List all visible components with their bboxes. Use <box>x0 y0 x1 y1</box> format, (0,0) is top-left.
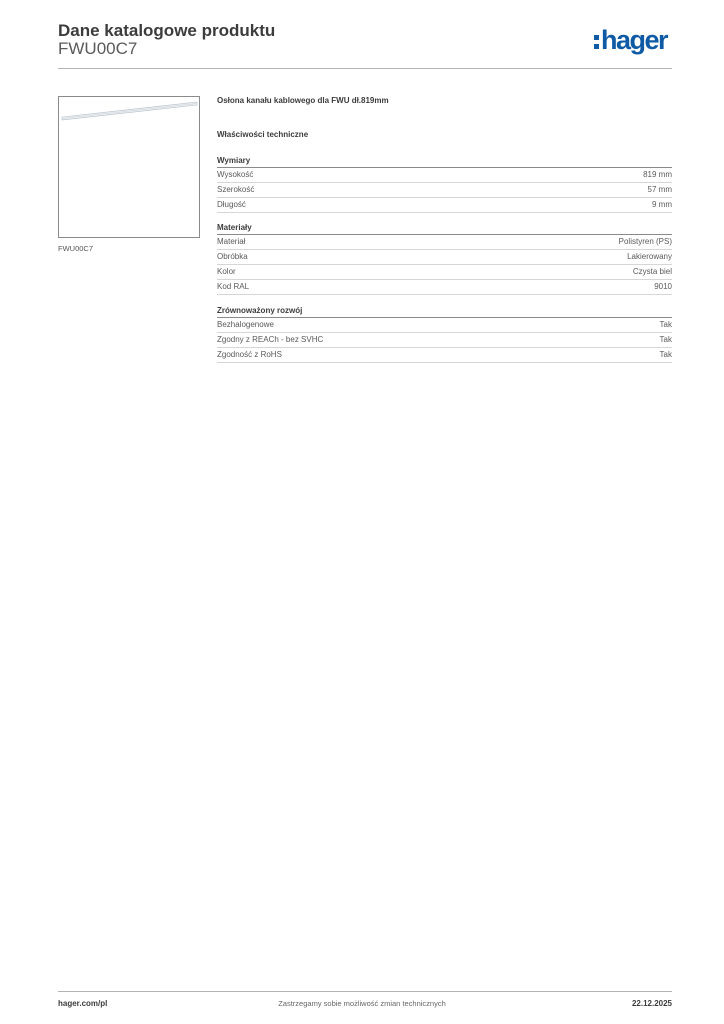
product-name: Osłona kanału kablowego dla FWU dł.819mm <box>217 96 389 105</box>
table-row <box>217 168 672 183</box>
row-label: Bezhalogenowe <box>217 320 274 329</box>
row-label: Długość <box>217 200 246 209</box>
row-value: 9 mm <box>652 200 672 209</box>
row-label: Szerokość <box>217 185 255 194</box>
row-value: 57 mm <box>647 185 672 194</box>
row-label: Obróbka <box>217 252 248 261</box>
row-value: Lakierowany <box>627 252 672 261</box>
row-label: Kod RAL <box>217 282 250 291</box>
row-label: Kolor <box>217 267 236 276</box>
row-value: Tak <box>659 350 672 359</box>
section-title: Materiały <box>217 222 672 235</box>
section-title: Zrównoważony rozwój <box>217 305 672 318</box>
section-dimensions <box>217 155 672 213</box>
table-row <box>217 235 672 250</box>
technical-properties-heading: Właściwości techniczne <box>217 130 309 139</box>
section-materials <box>217 222 672 295</box>
table-row <box>217 318 672 333</box>
product-code-heading: FWU00C7 <box>58 39 138 58</box>
row-label: Zgodność z RoHS <box>217 350 282 359</box>
page-title: Dane katalogowe produktu <box>58 21 276 40</box>
logo-text: hager <box>601 25 668 55</box>
cable-duct-cover-image <box>59 97 199 237</box>
table-row <box>217 265 672 280</box>
section-sustainability <box>217 305 672 363</box>
row-value: 819 mm <box>643 170 672 179</box>
hager-logo <box>594 27 667 54</box>
table-row <box>217 280 672 295</box>
logo-dots-icon <box>594 31 599 51</box>
row-value: Tak <box>659 335 672 344</box>
footer-date: 22.12.2025 <box>631 999 672 1008</box>
row-label: Wysokość <box>217 170 254 179</box>
table-row <box>217 183 672 198</box>
header-divider <box>58 68 672 69</box>
table-row <box>217 333 672 348</box>
row-label: Zgodny z REACh - bez SVHC <box>217 335 324 344</box>
row-value: 9010 <box>654 282 672 291</box>
table-row <box>217 250 672 265</box>
product-image <box>58 96 200 238</box>
product-image-caption: FWU00C7 <box>58 244 94 253</box>
row-value: Czysta biel <box>632 267 672 276</box>
row-value: Polistyren (PS) <box>618 237 672 246</box>
row-label: Materiał <box>217 237 246 246</box>
footer-website-link[interactable]: hager.com/pl <box>58 999 108 1008</box>
footer-disclaimer: Zastrzegamy sobie możliwość zmian technicznych <box>278 999 446 1008</box>
row-value: Tak <box>659 320 672 329</box>
table-row <box>217 348 672 363</box>
footer-divider <box>58 991 672 992</box>
table-row <box>217 198 672 213</box>
section-title: Wymiary <box>217 155 672 168</box>
